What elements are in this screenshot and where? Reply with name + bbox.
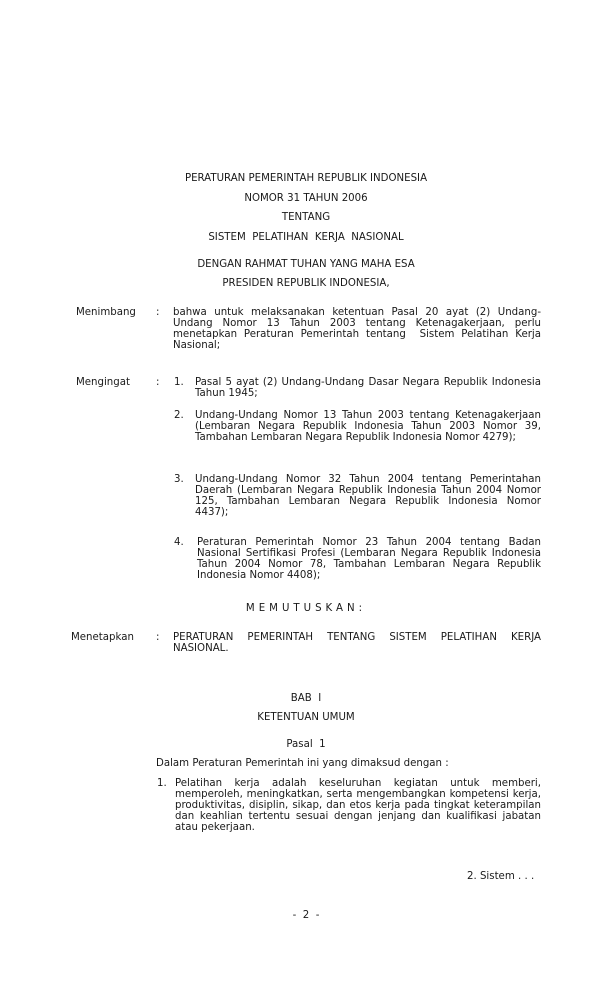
- menimbang-colon: :: [156, 307, 160, 318]
- menimbang-text: bahwa untuk melaksanakan ketentuan Pasal 20 ayat (2) Undang-Undang Nomor 13 Tahun 2003 tentang Ketenagakerjaan, perlu menetapkan Peraturan Pemerintah tentang Sistem Pelatihan Kerja Nasional;: [173, 307, 545, 351]
- definition-number: 1.: [157, 778, 167, 789]
- mengingat-item: Pasal 5 ayat (2) Undang-Undang Dasar Negara Republik Indonesia Tahun 1945;: [195, 377, 541, 399]
- page-number: - 2 -: [292, 910, 320, 921]
- mengingat-colon: :: [156, 377, 160, 388]
- memutuskan-heading: MEMUTUSKAN:: [245, 603, 367, 614]
- mengingat-item-number: 2.: [174, 410, 184, 421]
- mengingat-item-number: 3.: [174, 474, 184, 485]
- regulation-title: PERATURAN PEMERINTAH REPUBLIK INDONESIA: [184, 173, 428, 184]
- regulation-subject: SISTEM PELATIHAN KERJA NASIONAL: [208, 232, 404, 243]
- mengingat-item: Peraturan Pemerintah Nomor 23 Tahun 2004 tentang Badan Nasional Sertifikasi Profesi (Lembaran Negara Republik Indonesia Tahun 2004 Nomor 78, Tambahan Lembaran Negara Republik Indonesia Nomor 4408);: [197, 537, 541, 581]
- regulation-number: NOMOR 31 TAHUN 2006: [244, 193, 368, 204]
- mengingat-item: Undang-Undang Nomor 32 Tahun 2004 tentang Pemerintahan Daerah (Lembaran Negara Republik Indonesia Tahun 2004 Nomor 125, Tambahan Lembaran Negara Republik Indonesia Nomor 4437);: [195, 474, 541, 518]
- article-title: Pasal 1: [286, 739, 326, 750]
- menetapkan-label: Menetapkan: [71, 632, 134, 643]
- mengingat-label: Mengingat: [76, 377, 130, 388]
- president-line: PRESIDEN REPUBLIK INDONESIA,: [222, 278, 390, 289]
- mengingat-item-number: 1.: [174, 377, 184, 388]
- article-intro: Dalam Peraturan Pemerintah ini yang dimaksud dengan :: [156, 758, 449, 769]
- chapter-title: BAB I: [290, 693, 322, 704]
- definition-item: Pelatihan kerja adalah keseluruhan kegiatan untuk memberi, memperoleh, meningkatkan, serta mengembangkan kompetensi kerja, produktivitas, disiplin, sikap, dan etos kerja pada tingkat keterampilan dan keahlian tertentu sesuai dengan jenjang dan kualifikasi jabatan atau pekerjaan.: [175, 778, 541, 833]
- invocation-line: DENGAN RAHMAT TUHAN YANG MAHA ESA: [197, 259, 415, 270]
- chapter-subtitle: KETENTUAN UMUM: [257, 712, 355, 723]
- tentang-heading: TENTANG: [281, 212, 331, 223]
- menetapkan-colon: :: [156, 632, 160, 643]
- mengingat-item-number: 4.: [174, 537, 184, 548]
- mengingat-item: Undang-Undang Nomor 13 Tahun 2003 tentang Ketenagakerjaan (Lembaran Negara Republik Indonesia Tahun 2003 Nomor 39, Tambahan Lembaran Negara Republik Indonesia Nomor 4279);: [195, 410, 541, 443]
- menetapkan-text: PERATURAN PEMERINTAH TENTANG SISTEM PELATIHAN KERJA NASIONAL.: [173, 632, 541, 654]
- continuation-marker: 2. Sistem . . .: [467, 871, 535, 882]
- menimbang-label: Menimbang: [76, 307, 136, 318]
